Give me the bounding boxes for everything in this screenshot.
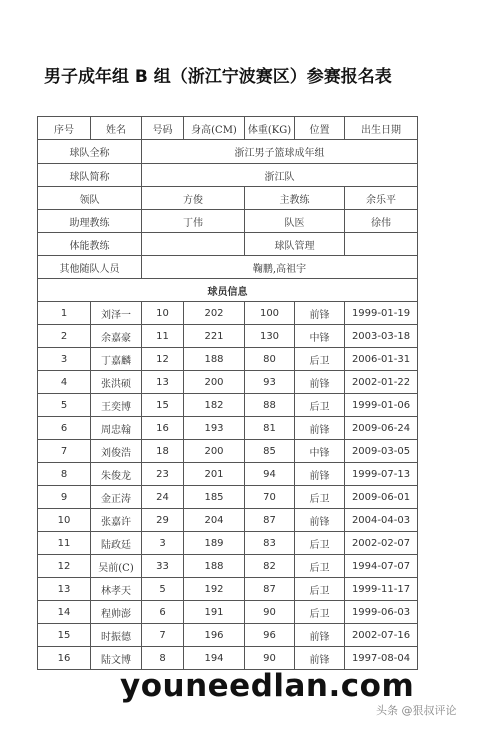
table-cell: 185	[184, 486, 245, 509]
table-cell: 85	[245, 440, 295, 463]
table-cell: 4	[38, 371, 91, 394]
table-cell: 张洪硕	[91, 371, 142, 394]
column-header: 出生日期	[345, 117, 418, 140]
table-cell: 前锋	[295, 417, 345, 440]
table-row	[38, 647, 418, 670]
table-cell: 余嘉豪	[91, 325, 142, 348]
table-cell: 前锋	[295, 509, 345, 532]
table-cell: 2003-03-18	[345, 325, 418, 348]
table-cell: 189	[184, 532, 245, 555]
table-cell: 10	[38, 509, 91, 532]
table-cell: 周忠翰	[91, 417, 142, 440]
column-header: 体重(KG)	[245, 117, 295, 140]
table-cell: 中锋	[295, 440, 345, 463]
table-cell: 5	[142, 578, 184, 601]
table-cell: 182	[184, 394, 245, 417]
table-cell: 201	[184, 463, 245, 486]
column-header: 姓名	[91, 117, 142, 140]
players-header-row	[38, 117, 418, 140]
table-cell: 刘泽一	[91, 302, 142, 325]
table-cell: 16	[142, 417, 184, 440]
page-title: 男子成年组 B 组（浙江宁波赛区）参赛报名表	[44, 67, 392, 87]
column-header: 位置	[295, 117, 345, 140]
manager-value	[345, 233, 418, 256]
table-row	[38, 440, 418, 463]
full-name-value: 浙江男子篮球成年组	[142, 140, 418, 164]
assistant-coach-row	[38, 210, 418, 233]
table-row	[38, 371, 418, 394]
other-staff-label: 其他随队人员	[38, 256, 142, 279]
table-cell: 后卫	[295, 578, 345, 601]
table-cell: 13	[38, 578, 91, 601]
table-cell: 10	[142, 302, 184, 325]
leader-label: 领队	[38, 187, 142, 210]
table-cell: 1999-11-17	[345, 578, 418, 601]
table-cell: 80	[245, 348, 295, 371]
table-cell: 6	[38, 417, 91, 440]
table-cell: 7	[142, 624, 184, 647]
table-cell: 2002-02-07	[345, 532, 418, 555]
table-cell: 吴前(C)	[91, 555, 142, 578]
assistant-coach-value: 丁伟	[142, 210, 245, 233]
table-cell: 1997-08-04	[345, 647, 418, 670]
table-cell: 202	[184, 302, 245, 325]
full-name-label: 球队全称	[38, 140, 142, 164]
table-cell: 2002-01-22	[345, 371, 418, 394]
table-cell: 90	[245, 647, 295, 670]
table-cell: 3	[38, 348, 91, 371]
table-cell: 33	[142, 555, 184, 578]
table-cell: 200	[184, 440, 245, 463]
column-header: 身高(CM)	[184, 117, 245, 140]
table-cell: 23	[142, 463, 184, 486]
table-cell: 时振德	[91, 624, 142, 647]
table-row	[38, 486, 418, 509]
table-cell: 200	[184, 371, 245, 394]
table-cell: 2002-07-16	[345, 624, 418, 647]
table-cell: 88	[245, 394, 295, 417]
full-name-row	[38, 140, 418, 164]
table-cell: 196	[184, 624, 245, 647]
table-cell: 1999-01-06	[345, 394, 418, 417]
fitness-coach-value	[142, 233, 245, 256]
table-cell: 1999-07-13	[345, 463, 418, 486]
leader-value: 方俊	[142, 187, 245, 210]
column-header: 序号	[38, 117, 91, 140]
table-cell: 130	[245, 325, 295, 348]
table-cell: 100	[245, 302, 295, 325]
table-cell: 后卫	[295, 486, 345, 509]
table-row	[38, 417, 418, 440]
table-cell: 93	[245, 371, 295, 394]
table-cell: 191	[184, 601, 245, 624]
table-row	[38, 302, 418, 325]
table-cell: 204	[184, 509, 245, 532]
table-cell: 1	[38, 302, 91, 325]
table-cell: 90	[245, 601, 295, 624]
doctor-value: 徐伟	[345, 210, 418, 233]
players-section-title: 球员信息	[38, 279, 418, 302]
table-cell: 82	[245, 555, 295, 578]
table-cell: 前锋	[295, 463, 345, 486]
table-row	[38, 555, 418, 578]
table-cell: 70	[245, 486, 295, 509]
table-cell: 2	[38, 325, 91, 348]
table-row	[38, 624, 418, 647]
table-cell: 前锋	[295, 371, 345, 394]
other-staff-value: 鞠鹏,高祖宇	[142, 256, 418, 279]
table-cell: 194	[184, 647, 245, 670]
fitness-coach-row	[38, 233, 418, 256]
table-row	[38, 394, 418, 417]
table-row	[38, 578, 418, 601]
registration-form-table	[37, 116, 418, 670]
table-cell: 81	[245, 417, 295, 440]
table-cell: 后卫	[295, 348, 345, 371]
table-cell: 陆政廷	[91, 532, 142, 555]
table-cell: 14	[38, 601, 91, 624]
table-cell: 15	[142, 394, 184, 417]
table-row	[38, 532, 418, 555]
short-name-row	[38, 164, 418, 187]
table-cell: 王奕博	[91, 394, 142, 417]
table-row	[38, 325, 418, 348]
short-name-value: 浙江队	[142, 164, 418, 187]
table-cell: 1999-01-19	[345, 302, 418, 325]
table-cell: 2009-06-24	[345, 417, 418, 440]
table-cell: 12	[142, 348, 184, 371]
table-cell: 193	[184, 417, 245, 440]
table-cell: 94	[245, 463, 295, 486]
column-header: 号码	[142, 117, 184, 140]
table-cell: 朱俊龙	[91, 463, 142, 486]
table-cell: 221	[184, 325, 245, 348]
table-cell: 8	[142, 647, 184, 670]
table-cell: 张嘉许	[91, 509, 142, 532]
table-cell: 2009-06-01	[345, 486, 418, 509]
table-cell: 后卫	[295, 532, 345, 555]
table-cell: 2009-03-05	[345, 440, 418, 463]
table-cell: 林孝天	[91, 578, 142, 601]
table-cell: 87	[245, 578, 295, 601]
table-cell: 24	[142, 486, 184, 509]
table-cell: 11	[38, 532, 91, 555]
source-credit: 头条 @狠叔评论	[376, 704, 457, 717]
table-cell: 后卫	[295, 601, 345, 624]
table-cell: 金正涛	[91, 486, 142, 509]
watermark-text: youneedlan.com	[120, 668, 415, 704]
table-cell: 7	[38, 440, 91, 463]
table-row	[38, 601, 418, 624]
table-cell: 程帅澎	[91, 601, 142, 624]
head-coach-value: 余乐平	[345, 187, 418, 210]
manager-label: 球队管理	[245, 233, 345, 256]
table-cell: 陆文博	[91, 647, 142, 670]
table-row	[38, 348, 418, 371]
table-cell: 2004-04-03	[345, 509, 418, 532]
doctor-label: 队医	[245, 210, 345, 233]
table-cell: 中锋	[295, 325, 345, 348]
table-cell: 6	[142, 601, 184, 624]
table-cell: 83	[245, 532, 295, 555]
table-cell: 1999-06-03	[345, 601, 418, 624]
table-cell: 9	[38, 486, 91, 509]
table-cell: 后卫	[295, 555, 345, 578]
team-info-section	[38, 140, 418, 302]
short-name-label: 球队简称	[38, 164, 142, 187]
table-cell: 前锋	[295, 302, 345, 325]
table-cell: 87	[245, 509, 295, 532]
table-cell: 29	[142, 509, 184, 532]
table-cell: 13	[142, 371, 184, 394]
table-cell: 后卫	[295, 394, 345, 417]
table-cell: 96	[245, 624, 295, 647]
assistant-coach-label: 助理教练	[38, 210, 142, 233]
players-table-body	[38, 302, 418, 670]
table-cell: 3	[142, 532, 184, 555]
head-coach-label: 主教练	[245, 187, 345, 210]
table-cell: 刘俊浩	[91, 440, 142, 463]
table-cell: 188	[184, 348, 245, 371]
table-cell: 5	[38, 394, 91, 417]
table-cell: 11	[142, 325, 184, 348]
table-cell: 15	[38, 624, 91, 647]
table-cell: 2006-01-31	[345, 348, 418, 371]
table-cell: 丁嘉麟	[91, 348, 142, 371]
table-row	[38, 509, 418, 532]
other-staff-row	[38, 256, 418, 279]
table-cell: 12	[38, 555, 91, 578]
table-row	[38, 463, 418, 486]
table-cell: 前锋	[295, 647, 345, 670]
leader-row	[38, 187, 418, 210]
table-cell: 1994-07-07	[345, 555, 418, 578]
fitness-coach-label: 体能教练	[38, 233, 142, 256]
table-cell: 192	[184, 578, 245, 601]
players-section-row	[38, 279, 418, 302]
table-cell: 前锋	[295, 624, 345, 647]
table-cell: 18	[142, 440, 184, 463]
table-cell: 16	[38, 647, 91, 670]
table-cell: 8	[38, 463, 91, 486]
table-cell: 188	[184, 555, 245, 578]
players-header	[38, 117, 418, 140]
